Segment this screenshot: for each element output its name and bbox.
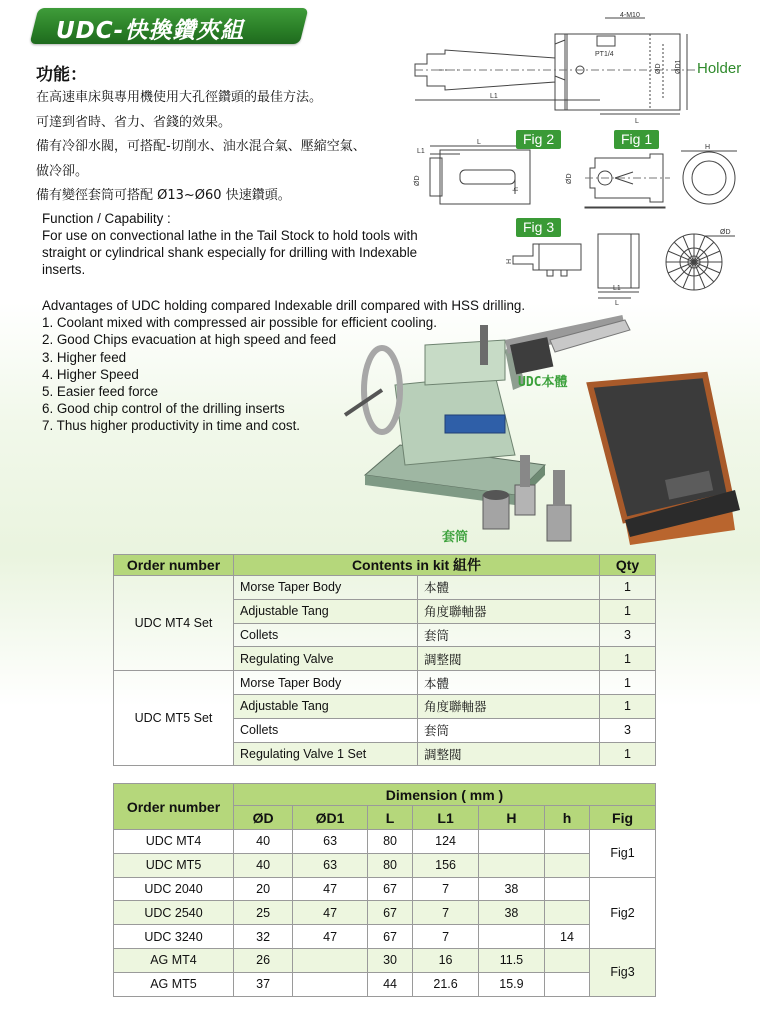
kit-item-qty: 1 <box>600 599 656 623</box>
advantage-item: 5. Easier feed force <box>42 384 159 400</box>
kit-item-qty: 1 <box>600 694 656 718</box>
dim-d: 20 <box>234 877 293 901</box>
udc-body-label: UDC本體 <box>518 375 568 390</box>
dim-d: 26 <box>234 948 293 972</box>
kit-order-number: UDC MT4 Set <box>114 576 234 671</box>
kit-item-qty: 1 <box>600 671 656 695</box>
dim-label: L <box>635 118 639 125</box>
advantage-item: 4. Higher Speed <box>42 366 139 382</box>
product-photo <box>325 305 755 545</box>
dim-l: 80 <box>367 830 412 854</box>
kit-item-en: Regulating Valve <box>234 647 418 671</box>
dim-d: 40 <box>234 830 293 854</box>
dim-label: h <box>513 187 520 191</box>
kit-item-zh: 角度聯軸器 <box>418 599 600 623</box>
dim-d: 37 <box>234 972 293 996</box>
dim-h-lower <box>544 877 589 901</box>
en-description <box>42 210 462 278</box>
dim-label: ØD <box>566 173 573 184</box>
dim-label: L1 <box>613 285 621 292</box>
dim-fig: Fig1 <box>590 830 656 878</box>
wooden-case <box>590 375 740 545</box>
fig1-tag: Fig 1 <box>614 130 659 149</box>
dim-d1: 63 <box>293 853 368 877</box>
zh-line: 做冷卻。 <box>36 163 89 179</box>
dim-order: UDC MT4 <box>114 830 234 854</box>
en-line: For use on convectional lathe in the Tail Stock to hold tools with <box>42 228 418 243</box>
dim-h-lower: 14 <box>544 925 589 949</box>
dim-l: 67 <box>367 925 412 949</box>
dim-label: ØD <box>720 229 731 236</box>
zh-line: 備有冷卻水閥，可搭配-切削水、油水混合氣、壓縮空氣、 <box>36 139 366 154</box>
sleeve-label: 套筒 <box>442 530 469 545</box>
kit-item-en: Morse Taper Body <box>234 671 418 695</box>
dim-l: 44 <box>367 972 412 996</box>
dim-d1: 47 <box>293 877 368 901</box>
kit-item-qty: 3 <box>600 718 656 742</box>
kit-item-en: Morse Taper Body <box>234 576 418 600</box>
kit-item-zh: 角度聯軸器 <box>418 694 600 718</box>
dim-h-lower <box>544 830 589 854</box>
dim-h-upper: 38 <box>479 877 545 901</box>
dim-label: L1 <box>417 148 425 155</box>
kit-order-number: UDC MT5 Set <box>114 671 234 766</box>
kit-contents-table <box>113 554 656 766</box>
advantage-item: 7. Thus higher productivity in time and cost. <box>42 418 301 434</box>
dim-h-lower <box>544 853 589 877</box>
dim-l: 67 <box>367 877 412 901</box>
dim-h-upper: 15.9 <box>479 972 545 996</box>
holder-drawing <box>415 18 695 114</box>
dim-l1: 7 <box>413 877 479 901</box>
dim-d1: 63 <box>293 830 368 854</box>
zh-description <box>36 86 406 209</box>
dim-h-upper: 38 <box>479 901 545 925</box>
kit-item-en: Regulating Valve 1 Set <box>234 742 418 766</box>
dim-h-lower <box>544 972 589 996</box>
table-row <box>114 671 656 695</box>
col-l1: L1 <box>413 806 479 830</box>
dim-header-row <box>114 784 656 806</box>
dim-l1: 124 <box>413 830 479 854</box>
dim-order: AG MT4 <box>114 948 234 972</box>
dim-l1: 7 <box>413 925 479 949</box>
table-row <box>114 877 656 901</box>
table-row <box>114 925 656 949</box>
dim-fig: Fig2 <box>590 877 656 948</box>
kit-item-qty: 1 <box>600 576 656 600</box>
dim-d: 40 <box>234 853 293 877</box>
kit-item-en: Collets <box>234 718 418 742</box>
dim-order: UDC 2040 <box>114 877 234 901</box>
dim-label: ØD <box>655 63 662 74</box>
dim-d1 <box>293 948 368 972</box>
kit-item-zh: 套筒 <box>418 718 600 742</box>
advantage-item: 6. Good chip control of the drilling inserts <box>42 401 285 417</box>
fig3-tag: Fig 3 <box>516 218 561 237</box>
dim-l1: 21.6 <box>413 972 479 996</box>
dim-d1: 47 <box>293 925 368 949</box>
kit-item-zh: 調整閥 <box>418 742 600 766</box>
kit-item-zh: 套筒 <box>418 623 600 647</box>
col-h-upper: H <box>479 806 545 830</box>
dim-label: H <box>705 144 711 151</box>
en-line: Function / Capability : <box>42 211 171 226</box>
dim-h-lower <box>544 901 589 925</box>
dim-h-upper <box>479 925 545 949</box>
dim-h-upper <box>479 830 545 854</box>
kit-item-en: Collets <box>234 623 418 647</box>
dim-l: 30 <box>367 948 412 972</box>
dim-order: UDC 3240 <box>114 925 234 949</box>
dim-order: AG MT5 <box>114 972 234 996</box>
dim-l1: 16 <box>413 948 479 972</box>
dimension-table <box>113 783 656 997</box>
advantage-item: 3. Higher feed <box>42 349 127 365</box>
col-h-lower: h <box>544 806 589 830</box>
zh-line: 可達到省時、省力、省錢的效果。 <box>36 114 232 130</box>
zh-line: 備有變徑套筒可搭配 Ø13~Ø60 快速鑽頭。 <box>36 188 291 203</box>
fig1-drawing <box>585 151 737 208</box>
dim-l: 80 <box>367 853 412 877</box>
dim-label: ØD <box>414 175 421 186</box>
kit-item-qty: 1 <box>600 647 656 671</box>
dim-order: UDC MT5 <box>114 853 234 877</box>
zh-line: 在高速車床與專用機使用大孔徑鑽頭的最佳方法。 <box>36 90 323 105</box>
fig3-drawing <box>513 234 735 298</box>
table-row <box>114 853 656 877</box>
advantages-heading: Advantages of UDC holding compared Indexable drill compared with HSS drilling. <box>42 298 526 313</box>
dim-label: 4-M10 <box>620 12 640 19</box>
dim-h-upper: 11.5 <box>479 948 545 972</box>
dim-h-upper <box>479 853 545 877</box>
advantage-item: 1. Coolant mixed with compressed air possible for efficient cooling. <box>42 315 437 331</box>
holder-label: Holder <box>697 60 742 77</box>
kit-item-qty: 3 <box>600 623 656 647</box>
en-line: inserts. <box>42 262 86 277</box>
order-number-header: Order number <box>114 555 234 576</box>
dim-d: 32 <box>234 925 293 949</box>
dim-h-lower <box>544 948 589 972</box>
kit-item-qty: 1 <box>600 742 656 766</box>
fig2-drawing <box>430 146 530 204</box>
qty-header: Qty <box>600 555 656 576</box>
kit-item-zh: 本體 <box>418 671 600 695</box>
table-row <box>114 972 656 996</box>
dim-l: 67 <box>367 901 412 925</box>
dim-d: 25 <box>234 901 293 925</box>
technical-drawings <box>405 8 760 308</box>
kit-item-zh: 調整閥 <box>418 647 600 671</box>
advantage-item: 2. Good Chips evacuation at high speed and feed <box>42 332 337 348</box>
table-row <box>114 948 656 972</box>
table-row <box>114 830 656 854</box>
dim-l1: 156 <box>413 853 479 877</box>
page-title: UDC-快換鑽夾組 <box>56 18 245 44</box>
kit-item-en: Adjustable Tang <box>234 599 418 623</box>
dim-label: L1 <box>490 93 498 100</box>
dim-label: H <box>506 258 513 264</box>
col-d: ØD <box>234 806 293 830</box>
dim-fig: Fig3 <box>590 948 656 996</box>
dim-label: L <box>615 300 619 307</box>
col-l: L <box>367 806 412 830</box>
dim-label: L <box>477 139 481 146</box>
udc-body <box>505 315 630 374</box>
en-line: straight or cylindrical shank especially for drilling with Indexable <box>42 245 418 260</box>
dim-d1 <box>293 972 368 996</box>
col-fig: Fig <box>590 806 656 830</box>
dimension-header: Dimension ( mm ) <box>234 784 656 806</box>
contents-header: Contents in kit 組件 <box>234 555 600 576</box>
kit-item-en: Adjustable Tang <box>234 694 418 718</box>
order-number-header: Order number <box>114 784 234 830</box>
dim-label: PT1/4 <box>595 51 614 58</box>
dim-order: UDC 2540 <box>114 901 234 925</box>
col-d1: ØD1 <box>293 806 368 830</box>
kit-item-zh: 本體 <box>418 576 600 600</box>
table-row <box>114 576 656 600</box>
dim-label: ØD1 <box>675 59 682 74</box>
table-row <box>114 901 656 925</box>
fig2-tag: Fig 2 <box>516 130 561 149</box>
dim-l1: 7 <box>413 901 479 925</box>
zh-heading: 功能： <box>36 65 87 84</box>
dim-d1: 47 <box>293 901 368 925</box>
kit-header-row <box>114 555 656 576</box>
